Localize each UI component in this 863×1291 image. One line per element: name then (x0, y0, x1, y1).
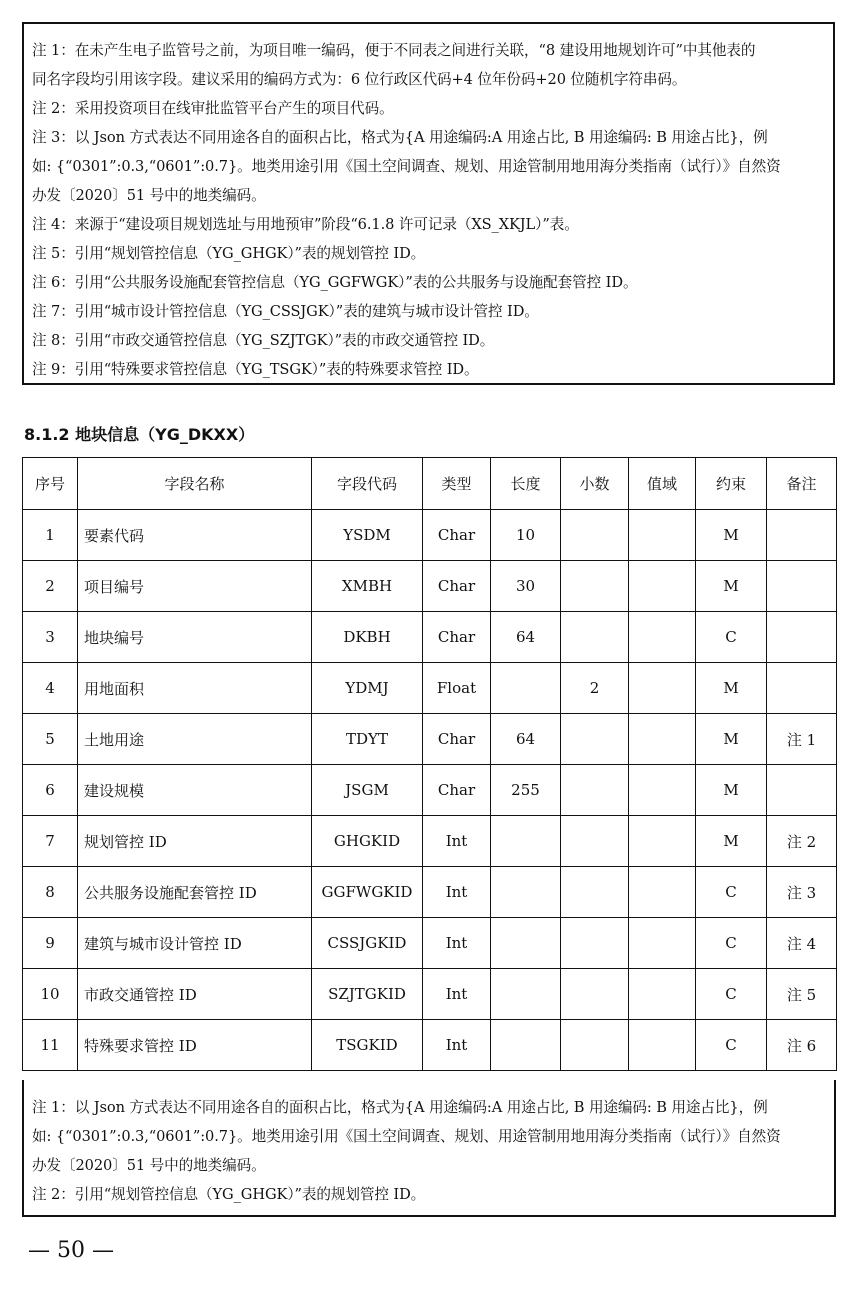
table-cell (629, 867, 696, 918)
table-cell: M (696, 561, 767, 612)
table-cell: M (696, 816, 767, 867)
note-line: 注 9：引用“特殊要求管控信息（YG_TSGK）”表的特殊要求管控 ID。 (32, 361, 479, 378)
table-cell: JSGM (312, 765, 423, 816)
table-cell: 64 (491, 612, 561, 663)
table-cell: C (696, 612, 767, 663)
table-cell: 特殊要求管控 ID (78, 1020, 312, 1071)
table-cell: C (696, 918, 767, 969)
table-cell (629, 510, 696, 561)
page-number: — 50 — (28, 1238, 114, 1263)
table-cell (629, 714, 696, 765)
table-cell: 10 (491, 510, 561, 561)
table-row (23, 816, 837, 867)
table-cell: 注 4 (767, 918, 837, 969)
column-header: 类型 (423, 458, 491, 510)
table-cell: Char (423, 765, 491, 816)
table-cell: 建设规模 (78, 765, 312, 816)
table-cell (629, 1020, 696, 1071)
table-cell: Int (423, 969, 491, 1020)
table-cell: 9 (23, 918, 78, 969)
table-cell: C (696, 1020, 767, 1071)
table-cell (491, 867, 561, 918)
note-line: 如: {“0301”:0.3,“0601”:0.7}。地类用途引用《国土空间调查、规划、用途管制用地用海分类指南（试行）》自然资 (32, 158, 781, 175)
table-cell: C (696, 969, 767, 1020)
table-cell: 注 5 (767, 969, 837, 1020)
table-cell (561, 1020, 629, 1071)
table-cell (561, 867, 629, 918)
section-title: 8.1.2 地块信息（YG_DKXX） (24, 425, 255, 444)
note-line: 注 2：采用投资项目在线审批监管平台产生的项目代码。 (32, 100, 394, 117)
table-cell: SZJTGKID (312, 969, 423, 1020)
table-cell: Char (423, 510, 491, 561)
column-header: 备注 (767, 458, 837, 510)
table-cell: TSGKID (312, 1020, 423, 1071)
table-cell (767, 765, 837, 816)
table-row (23, 1020, 837, 1071)
table-cell: XMBH (312, 561, 423, 612)
table-row (23, 765, 837, 816)
note-line: 注 7：引用“城市设计管控信息（YG_CSSJGK）”表的建筑与城市设计管控 ID。 (32, 303, 539, 320)
note-line: 办发〔2020〕51 号中的地类编码。 (32, 187, 266, 204)
table-cell: 要素代码 (78, 510, 312, 561)
table-cell: 地块编号 (78, 612, 312, 663)
table-row (23, 867, 837, 918)
table-cell (767, 561, 837, 612)
table-cell: CSSJGKID (312, 918, 423, 969)
table-cell: 注 1 (767, 714, 837, 765)
table-cell: Float (423, 663, 491, 714)
table-cell: 规划管控 ID (78, 816, 312, 867)
table-cell (629, 816, 696, 867)
table-notes-box (22, 1080, 836, 1217)
table-cell: 注 2 (767, 816, 837, 867)
table-cell: Int (423, 1020, 491, 1071)
table-cell (561, 816, 629, 867)
table-cell: 土地用途 (78, 714, 312, 765)
table-cell: 30 (491, 561, 561, 612)
table-cell (767, 510, 837, 561)
table-cell: 公共服务设施配套管控 ID (78, 867, 312, 918)
table-cell: 5 (23, 714, 78, 765)
table-cell: 建筑与城市设计管控 ID (78, 918, 312, 969)
note-line: 注 6：引用“公共服务设施配套管控信息（YG_GGFWGK）”表的公共服务与设施配套管控 ID。 (32, 274, 638, 291)
column-header: 约束 (696, 458, 767, 510)
table-cell: Char (423, 561, 491, 612)
table-cell (629, 969, 696, 1020)
table-row (23, 612, 837, 663)
table-cell (629, 561, 696, 612)
table-row (23, 663, 837, 714)
table-cell: 4 (23, 663, 78, 714)
table-cell (491, 969, 561, 1020)
table-header-row (23, 458, 837, 510)
table-cell (491, 918, 561, 969)
table-cell (561, 612, 629, 663)
table-cell: 注 6 (767, 1020, 837, 1071)
table-row (23, 714, 837, 765)
column-header: 序号 (23, 458, 78, 510)
table-cell (629, 663, 696, 714)
table-cell: 3 (23, 612, 78, 663)
table-cell (561, 510, 629, 561)
table-cell: YSDM (312, 510, 423, 561)
table-cell: Char (423, 612, 491, 663)
table-cell: 1 (23, 510, 78, 561)
table-row (23, 561, 837, 612)
note-line: 注 5：引用“规划管控信息（YG_GHGK）”表的规划管控 ID。 (32, 245, 426, 262)
table-cell (561, 714, 629, 765)
table-body (23, 510, 837, 1071)
table-cell: 市政交通管控 ID (78, 969, 312, 1020)
table-row (23, 510, 837, 561)
table-cell: M (696, 510, 767, 561)
table-cell: 7 (23, 816, 78, 867)
table-cell: 2 (23, 561, 78, 612)
table-cell: GGFWGKID (312, 867, 423, 918)
column-header: 值域 (629, 458, 696, 510)
note-line: 注 2：引用“规划管控信息（YG_GHGK）”表的规划管控 ID。 (32, 1186, 426, 1203)
table-row (23, 969, 837, 1020)
table-cell (491, 816, 561, 867)
table-cell (629, 612, 696, 663)
table-cell (491, 1020, 561, 1071)
note-line: 注 4：来源于“建设项目规划选址与用地预审”阶段“6.1.8 许可记录（XS_XKJL）”表。 (32, 216, 579, 233)
table-cell (629, 765, 696, 816)
table-cell (561, 561, 629, 612)
table-cell: Int (423, 918, 491, 969)
table-cell: 项目编号 (78, 561, 312, 612)
table-cell (767, 663, 837, 714)
table-cell: 注 3 (767, 867, 837, 918)
table-cell: YDMJ (312, 663, 423, 714)
column-header: 小数 (561, 458, 629, 510)
table-cell (629, 918, 696, 969)
note-line: 注 8：引用“市政交通管控信息（YG_SZJTGK）”表的市政交通管控 ID。 (32, 332, 495, 349)
table-cell: C (696, 867, 767, 918)
table-cell (561, 969, 629, 1020)
table-cell: M (696, 765, 767, 816)
table-cell: GHGKID (312, 816, 423, 867)
table-cell: 8 (23, 867, 78, 918)
table-cell: 255 (491, 765, 561, 816)
table-cell: M (696, 663, 767, 714)
table-cell (561, 765, 629, 816)
note-line: 如: {“0301”:0.3,“0601”:0.7}。地类用途引用《国土空间调查、规划、用途管制用地用海分类指南（试行）》自然资 (32, 1128, 781, 1145)
table-cell (491, 663, 561, 714)
column-header: 长度 (491, 458, 561, 510)
table-cell: Char (423, 714, 491, 765)
table-cell: M (696, 714, 767, 765)
table-cell: 6 (23, 765, 78, 816)
note-line: 注 1：以 Json 方式表达不同用途各自的面积占比，格式为{A 用途编码:A 用途占比, B 用途编码: B 用途占比}，例 (32, 1099, 768, 1116)
note-line: 办发〔2020〕51 号中的地类编码。 (32, 1157, 266, 1174)
column-header: 字段名称 (78, 458, 312, 510)
table-cell (561, 918, 629, 969)
note-line: 同名字段均引用该字段。建议采用的编码方式为：6 位行政区代码+4 位年份码+20 位随机字符串码。 (32, 71, 687, 88)
table-cell: Int (423, 867, 491, 918)
table-cell: 2 (561, 663, 629, 714)
table-cell (767, 612, 837, 663)
table-cell: 11 (23, 1020, 78, 1071)
table-cell: Int (423, 816, 491, 867)
top-notes-box (22, 22, 835, 385)
table-cell: 10 (23, 969, 78, 1020)
column-header: 字段代码 (312, 458, 423, 510)
note-line: 注 3：以 Json 方式表达不同用途各自的面积占比，格式为{A 用途编码:A 用途占比, B 用途编码: B 用途占比}，例 (32, 129, 768, 146)
table-cell: DKBH (312, 612, 423, 663)
table-cell: 64 (491, 714, 561, 765)
note-line: 注 1：在未产生电子监管号之前，为项目唯一编码，便于不同表之间进行关联，“8 建设用地规划许可”中其他表的 (32, 42, 756, 59)
table-cell: TDYT (312, 714, 423, 765)
field-table (22, 457, 837, 1071)
table-row (23, 918, 837, 969)
table-cell: 用地面积 (78, 663, 312, 714)
